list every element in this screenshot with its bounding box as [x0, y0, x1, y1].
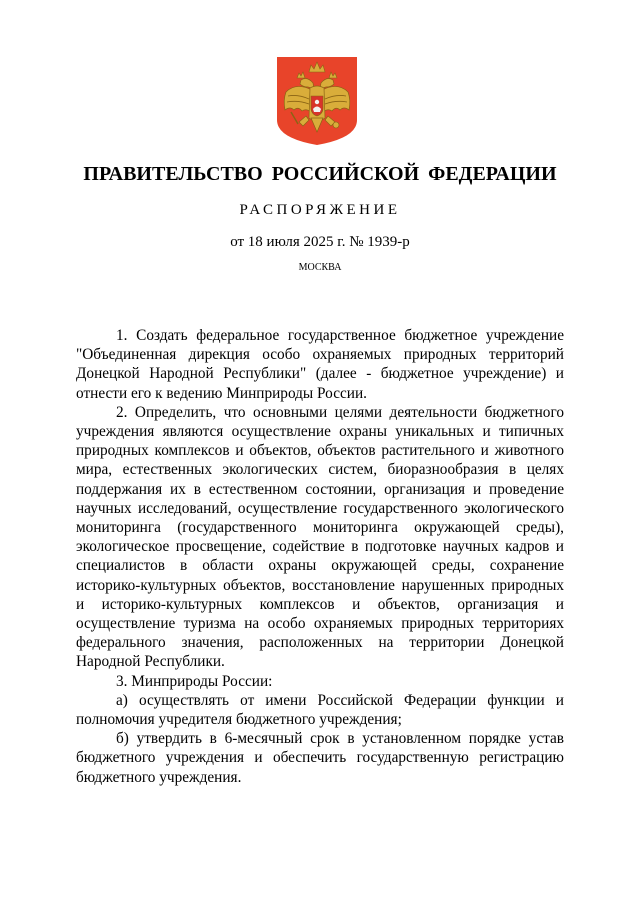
paragraph-3b: б) утвердить в 6-месячный срок в установленном порядке устав бюджетного учреждения и обеспечить государственную регистрацию бюджетного учреждения.: [76, 730, 564, 786]
paragraph-2: 2. Определить, что основными целями деятельности бюджетного учреждения являются осуществление охраны уникальных и типичных природных комплексов и объектов, объектов растительного и животного мира, естественных экологических систем, биоразнообразия в целях поддержания их в естественном состоянии, организация и проведение научных исследований, осуществление государственного экологического мониторинга (государственного мониторинга окружающей среды), экологическое просвещение, содействие в подготовке научных кадров и специалистов в области охраны окружающей среды, сохранение историко-культурных объектов, восстановление нарушенных природных и историко-культурных комплексов и объектов, организация и осуществление туризма на особо охраняемых природных территориях федерального значения, расположенных на территории Донецкой Народной Республики.: [76, 403, 564, 671]
document-city: МОСКВА: [298, 262, 342, 273]
government-title: ПРАВИТЕЛЬСТВО РОССИЙСКОЙ ФЕДЕРАЦИИ: [83, 163, 557, 185]
document-body: [76, 326, 564, 787]
paragraph-3a: а) осуществлять от имени Российской Федерации функции и полномочия учредителя бюджетного учреждения;: [76, 691, 564, 729]
paragraph-3: 3. Минприроды России:: [116, 672, 273, 690]
document-date-number: от 18 июля 2025 г. № 1939-р: [230, 234, 410, 250]
document-type: РАСПОРЯЖЕНИЕ: [239, 202, 401, 218]
russian-coat-of-arms-icon: [276, 56, 358, 146]
paragraph-1: 1. Создать федеральное государственное бюджетное учреждение "Объединенная дирекция особо охраняемых природных территорий Донецкой Народной Республики" (далее - бюджетное учреждение) и отнести его к ведению Минприроды России.: [76, 327, 564, 402]
